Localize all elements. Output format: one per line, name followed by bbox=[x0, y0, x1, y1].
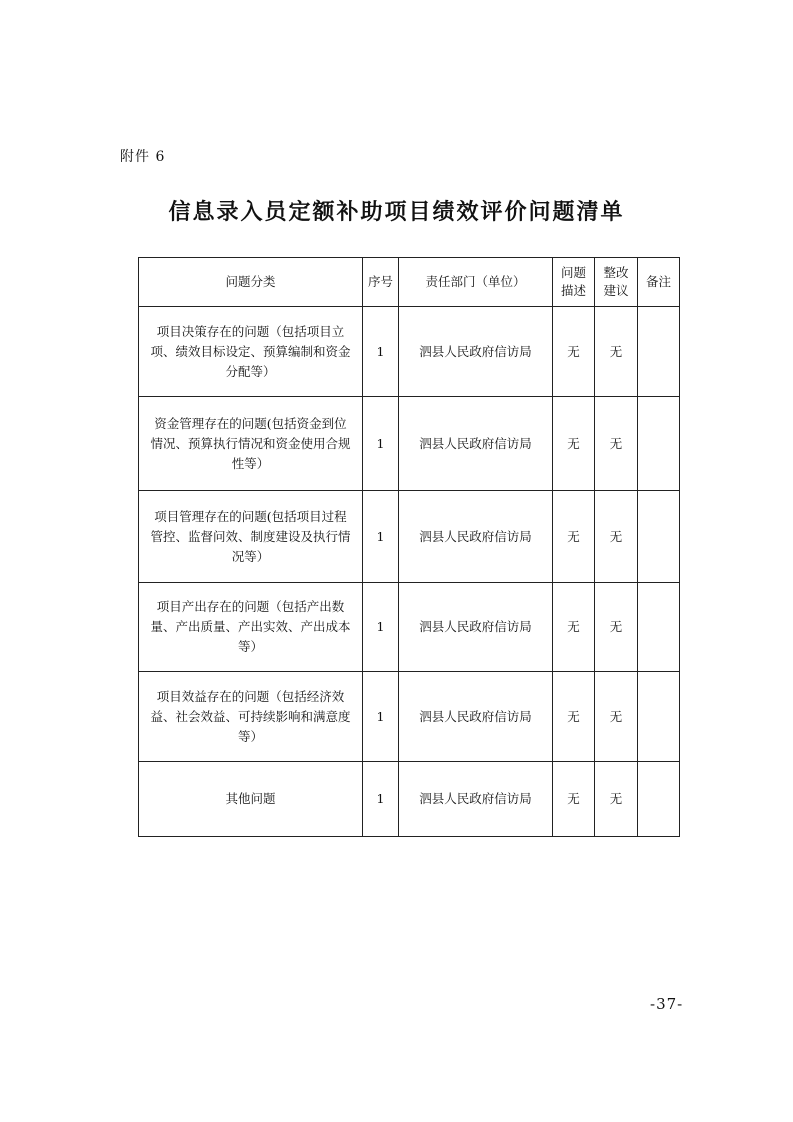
cell-category bbox=[139, 397, 363, 491]
header-sugg bbox=[595, 258, 638, 307]
header-desc bbox=[553, 258, 595, 307]
table-body bbox=[139, 307, 680, 837]
header-note: 备注 bbox=[638, 258, 680, 307]
cell-dept: 泗县人民政府信访局 bbox=[399, 762, 553, 837]
cell-sugg: 无 bbox=[595, 397, 638, 491]
page-number: -37- bbox=[650, 995, 684, 1013]
cell-sugg: 无 bbox=[595, 307, 638, 397]
cell-note bbox=[638, 397, 680, 491]
cell-sugg: 无 bbox=[595, 762, 638, 837]
issues-table bbox=[138, 257, 680, 837]
category-line: 量、产出质量、产出实效、产出成本 bbox=[150, 619, 351, 634]
table-row bbox=[139, 491, 680, 583]
category-line: 项目管理存在的问题(包括项目过程 bbox=[154, 508, 347, 524]
category-line: 其他问题 bbox=[225, 791, 276, 806]
cell-desc: 无 bbox=[553, 583, 595, 672]
cell-category bbox=[139, 491, 363, 583]
cell-dept: 泗县人民政府信访局 bbox=[399, 491, 553, 583]
category-line: 分配等） bbox=[225, 363, 276, 379]
cell-note bbox=[638, 583, 680, 672]
cell-dept: 泗县人民政府信访局 bbox=[399, 583, 553, 672]
cell-sugg: 无 bbox=[595, 672, 638, 762]
category-line: 资金管理存在的问题(包括资金到位 bbox=[154, 415, 347, 431]
category-line: 益、社会效益、可持续影响和满意度 bbox=[150, 708, 351, 724]
cell-seq: 1 bbox=[363, 762, 399, 837]
header-seq: 序号 bbox=[363, 258, 399, 307]
attachment-label: 附件 6 bbox=[120, 149, 166, 165]
cell-sugg: 无 bbox=[595, 491, 638, 583]
cell-note bbox=[638, 491, 680, 583]
header-sugg-line1: 整改 bbox=[603, 265, 629, 280]
header-desc-line1: 问题 bbox=[560, 265, 586, 280]
category-line: 等） bbox=[237, 728, 263, 744]
category-line: 项、绩效目标设定、预算编制和资金 bbox=[150, 343, 351, 359]
category-line: 管控、监督问效、制度建设及执行情 bbox=[150, 528, 351, 544]
document-title: 信息录入员定额补助项目绩效评价问题清单 bbox=[168, 200, 625, 225]
table-row bbox=[139, 583, 680, 672]
cell-desc: 无 bbox=[553, 762, 595, 837]
table-row bbox=[139, 762, 680, 837]
category-line: 等） bbox=[237, 639, 263, 654]
cell-desc: 无 bbox=[553, 672, 595, 762]
cell-seq: 1 bbox=[363, 307, 399, 397]
cell-desc: 无 bbox=[553, 397, 595, 491]
header-category: 问题分类 bbox=[139, 258, 363, 307]
cell-category bbox=[139, 307, 363, 397]
header-desc-line2: 描述 bbox=[560, 283, 586, 298]
table-row bbox=[139, 397, 680, 491]
category-line: 况等） bbox=[231, 548, 270, 564]
cell-seq: 1 bbox=[363, 491, 399, 583]
cell-desc: 无 bbox=[553, 307, 595, 397]
cell-dept: 泗县人民政府信访局 bbox=[399, 672, 553, 762]
cell-note bbox=[638, 762, 680, 837]
cell-seq: 1 bbox=[363, 672, 399, 762]
cell-category bbox=[139, 583, 363, 672]
category-line: 项目效益存在的问题（包括经济效 bbox=[156, 688, 345, 704]
category-line: 性等） bbox=[231, 455, 270, 471]
cell-desc: 无 bbox=[553, 491, 595, 583]
category-line: 情况、预算执行情况和资金使用合规 bbox=[150, 435, 351, 451]
table-row bbox=[139, 307, 680, 397]
table-row bbox=[139, 672, 680, 762]
category-line: 项目产出存在的问题（包括产出数 bbox=[156, 599, 345, 614]
cell-dept: 泗县人民政府信访局 bbox=[399, 307, 553, 397]
table-header-row bbox=[139, 258, 680, 307]
cell-seq: 1 bbox=[363, 397, 399, 491]
cell-seq: 1 bbox=[363, 583, 399, 672]
header-sugg-line2: 建议 bbox=[603, 283, 629, 298]
category-line: 项目决策存在的问题（包括项目立 bbox=[156, 323, 345, 339]
cell-dept: 泗县人民政府信访局 bbox=[399, 397, 553, 491]
cell-category bbox=[139, 672, 363, 762]
cell-sugg: 无 bbox=[595, 583, 638, 672]
cell-note bbox=[638, 307, 680, 397]
cell-note bbox=[638, 672, 680, 762]
header-dept: 责任部门（单位） bbox=[399, 258, 553, 307]
cell-category bbox=[139, 762, 363, 837]
